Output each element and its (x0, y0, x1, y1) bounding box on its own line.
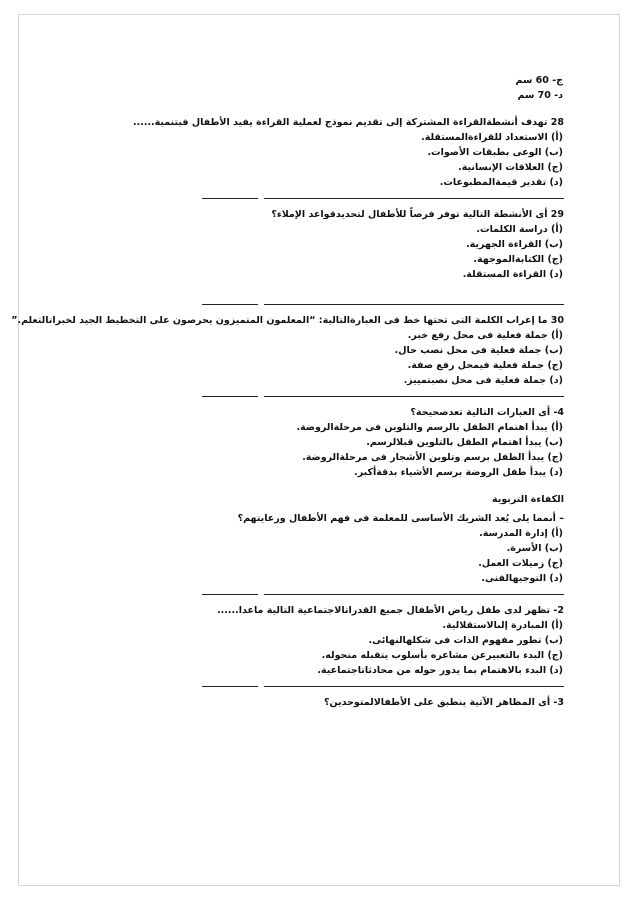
separator-line (104, 198, 564, 199)
option: (ج) جملة فعلية فيمحل رفع صفة. (407, 360, 563, 371)
option: (أ) إدارة المدرسة. (479, 528, 563, 539)
option: (د) جملة فعلية فى محل نصبتمييز. (403, 375, 563, 386)
separator-line (104, 396, 564, 397)
option: (ب) تطور مفهوم الذات فى شكلهالنهائى. (368, 635, 563, 646)
option: (ب) جملة فعلية فى محل نصب حال. (394, 345, 563, 356)
section-title: الكفاءة التربوية (492, 494, 564, 505)
option: (ج) الكتابةالموجهة. (473, 254, 563, 265)
question-partner: – أىمما يلى يُعد الشريك الأساسى للمعلمة فى فهم الأطفال ورعايتهم؟ (237, 513, 564, 524)
separator-line (104, 594, 564, 595)
option: (أ) الاستعداد للقراءةالمستقلة. (421, 132, 563, 143)
exam-content (11, 73, 564, 710)
option: (ب) يبدأ اهتمام الطفل بالتلوين قبلالرسم. (366, 437, 563, 448)
question-2: 2- تظهر لدى طفل رياض الأطفال جميع القدراتالاجتماعية التالية ماعدا...... (217, 605, 564, 616)
option-d-top: د- 70 سم (517, 90, 563, 101)
option: (ج) العلاقات الإنسانية. (458, 162, 563, 173)
option: (ج) البدء بالتعبيرعن مشاعره بأسلوب يتقبله منحوله. (321, 650, 563, 661)
option-c-top: ج- 60 سم (515, 75, 563, 86)
option: (أ) المبادرة إلىالاستقلالية. (442, 620, 563, 631)
option: (ب) الأسرة. (506, 543, 563, 554)
separator-line (104, 686, 564, 687)
document-page (11, 14, 620, 886)
option: (أ) يبدأ اهتمام الطفل بالرسم والتلوين فى مرحلةالروضة. (296, 422, 563, 433)
option: (د) القراءة المستقلة. (462, 269, 563, 280)
option: (ج) زميلات العمل. (478, 558, 563, 569)
option: (ب) الوعى بطبقات الأصوات. (427, 147, 563, 158)
option: (د) تقدير قيمةالمطبوعات. (439, 177, 563, 188)
question-4: 4- أى العبارات التالية تعدصحيحة؟ (410, 407, 564, 418)
option: (أ) جملة فعلية فى محل رفع خبر. (407, 330, 563, 341)
option: (ج) يبدأ الطفل برسم وتلوين الأشجار فى مرحلةالروضة. (302, 452, 563, 463)
option: (د) التوجيهالفنى. (481, 573, 563, 584)
option: (أ) دراسة الكلمات. (476, 224, 563, 235)
option: (د) يبدأ طفل الروضة برسم الأشياء بدقةأكبر. (354, 467, 563, 478)
separator-line (104, 304, 564, 305)
option: (د) البدء بالاهتمام بما يدور حوله من محادثاتاجتماعية. (317, 665, 563, 676)
question-28: 28 تهدف أنشطةالقراءة المشتركة إلى تقديم نموذج لعملية القراءة يفيد الأطفال فيتنمية...... (133, 117, 564, 128)
question-3: 3- أى المظاهر الآتية ينطبق على الأطفالالمتوحدين؟ (323, 697, 564, 708)
question-29: 29 أى الأنشطة التالية توفر فرصاً للأطفال لتحديدقواعد الإملاء؟ (271, 209, 564, 220)
option: (ب) القراءة الجهرية. (466, 239, 563, 250)
question-30: 30 ما إعراب الكلمة التى تحتها خط فى العبارةالتالية: “المعلمون المتميزون يحرصون على التخطيط الجيد لخبراتالتعلم.” (11, 315, 564, 326)
